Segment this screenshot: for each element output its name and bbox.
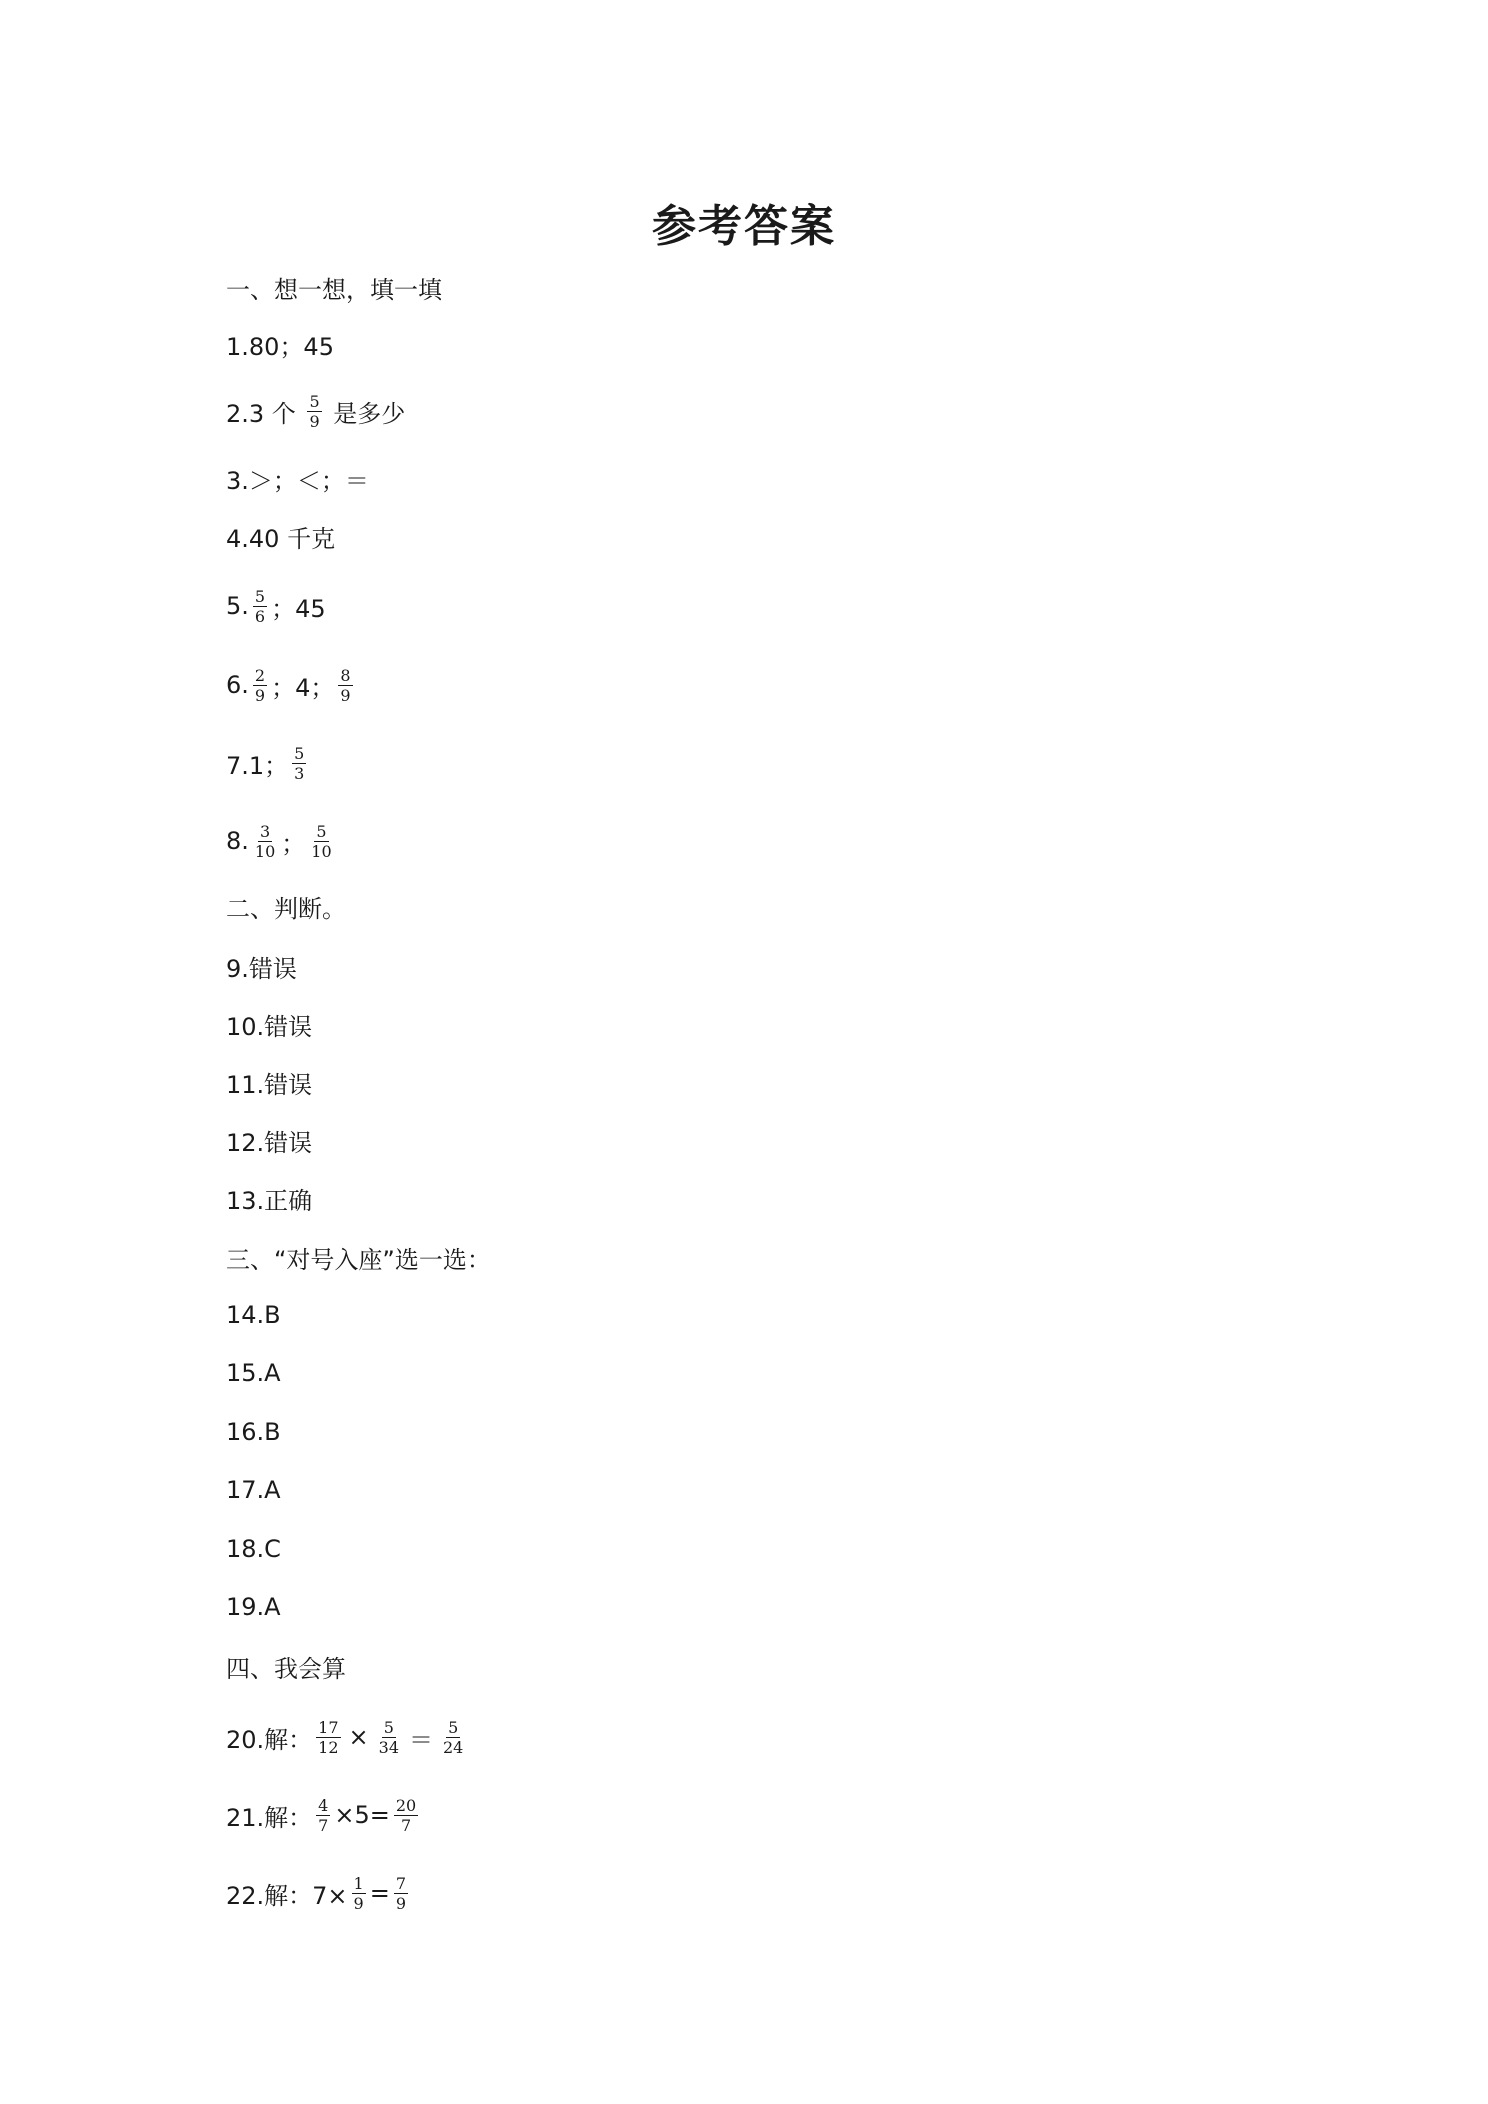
answer-text: 22.解：7× — [226, 1881, 348, 1910]
fraction-denominator: 3 — [294, 763, 305, 783]
fraction-numerator: 5 — [294, 743, 305, 763]
fraction — [394, 1797, 418, 1834]
fraction — [316, 1719, 340, 1756]
fraction-numerator: 20 — [395, 1795, 417, 1815]
fraction — [441, 1719, 465, 1756]
operator: ＝ — [409, 1725, 433, 1754]
section-heading-text: 二、判断。 — [226, 894, 346, 923]
answer-text: 7.1； — [226, 751, 289, 780]
fraction-denominator: 9 — [309, 411, 320, 431]
answer-line — [226, 1062, 312, 1102]
section-heading-text: 三、“对号入座”选一选： — [226, 1245, 491, 1274]
fraction-numerator: 5 — [383, 1717, 394, 1737]
answer-text: 11.错误 — [226, 1070, 313, 1099]
answer-text: 12.错误 — [226, 1128, 313, 1157]
fraction-denominator: 9 — [254, 685, 266, 705]
answer-text: 8. — [226, 827, 249, 855]
answer-line — [226, 1529, 281, 1569]
fraction — [377, 1719, 401, 1756]
fraction-numerator: 7 — [395, 1873, 407, 1893]
fraction-numerator: 3 — [259, 821, 271, 841]
fraction-numerator: 8 — [340, 665, 351, 685]
answer-line — [226, 665, 357, 705]
answer-text: 10.错误 — [226, 1012, 313, 1041]
answer-text: 15.A — [226, 1359, 281, 1387]
section-heading-text: 四、我会算 — [226, 1654, 346, 1683]
fraction-denominator: 9 — [395, 1893, 407, 1913]
section-heading — [226, 1237, 491, 1277]
fraction-denominator: 9 — [353, 1893, 364, 1913]
fraction — [316, 1797, 330, 1834]
fraction — [394, 1875, 408, 1912]
fraction — [253, 667, 267, 704]
fraction — [352, 1875, 366, 1912]
answer-text: ；45 — [271, 594, 326, 623]
fraction-denominator: 34 — [378, 1737, 399, 1757]
answer-line — [226, 586, 326, 626]
answer-text: = — [369, 1879, 390, 1907]
section-heading — [226, 886, 346, 926]
answer-text: 6. — [226, 671, 249, 699]
fraction — [253, 823, 277, 860]
answer-line — [226, 1587, 281, 1627]
answer-line — [226, 1873, 412, 1913]
answer-text: ； — [281, 829, 306, 858]
answer-line — [226, 1120, 312, 1160]
answer-line — [226, 821, 338, 861]
fraction-numerator: 1 — [353, 1873, 364, 1893]
answer-text: 20.解： — [226, 1725, 313, 1754]
answer-line — [226, 1795, 422, 1835]
answer-line — [226, 1412, 281, 1452]
fraction-denominator: 10 — [254, 841, 276, 861]
fraction-denominator: 9 — [340, 685, 351, 705]
answer-text: 1.80；45 — [226, 332, 334, 361]
answer-text: ；4； — [271, 673, 335, 702]
answer-text: ×5= — [334, 1801, 390, 1829]
answer-text: 19.A — [226, 1593, 281, 1621]
answer-text: 21.解： — [226, 1803, 313, 1832]
answer-text: 18.C — [226, 1535, 281, 1563]
answer-text: 13.正确 — [226, 1186, 313, 1215]
section-heading-text: 一、想一想，填一填 — [226, 275, 442, 304]
fraction-denominator: 12 — [318, 1737, 339, 1757]
fraction-denominator: 6 — [254, 606, 266, 626]
answer-line — [226, 458, 369, 498]
answer-line — [226, 391, 405, 431]
fraction-denominator: 7 — [400, 1815, 412, 1835]
operator: × — [348, 1723, 369, 1751]
fraction — [338, 667, 352, 704]
fraction-numerator: 5 — [448, 1717, 459, 1737]
fraction-numerator: 2 — [254, 665, 266, 685]
fraction-denominator: 7 — [318, 1815, 329, 1835]
answer-line — [226, 1004, 312, 1044]
section-heading — [226, 1646, 346, 1686]
section-heading — [226, 267, 442, 307]
answer-line — [226, 1470, 281, 1510]
fraction-numerator: 5 — [309, 391, 320, 411]
answer-line — [226, 324, 334, 364]
answer-line — [226, 516, 335, 556]
fraction — [309, 823, 333, 860]
answer-text: 3.＞；＜；＝ — [226, 466, 369, 495]
fraction — [307, 393, 321, 430]
answer-line — [226, 1178, 312, 1218]
fraction-numerator: 4 — [318, 1795, 329, 1815]
answer-text: 4.40 千克 — [226, 524, 336, 553]
answer-text: 9.错误 — [226, 954, 297, 983]
fraction-numerator: 17 — [318, 1717, 339, 1737]
answer-text: 17.A — [226, 1476, 281, 1504]
answer-line — [226, 1295, 281, 1335]
answer-text: 14.B — [226, 1301, 281, 1329]
fraction — [292, 745, 306, 782]
page-title: 参考答案 — [652, 201, 836, 252]
answer-line — [226, 1353, 281, 1393]
answer-text: 16.B — [226, 1418, 281, 1446]
fraction-numerator: 5 — [254, 586, 266, 606]
answer-line — [226, 946, 297, 986]
fraction-denominator: 24 — [443, 1737, 464, 1757]
answer-line — [226, 1717, 469, 1757]
answer-line — [226, 743, 310, 783]
fraction — [253, 588, 267, 625]
answer-text: 是多少 — [325, 399, 406, 428]
answer-text: 5. — [226, 592, 249, 620]
fraction-denominator: 10 — [311, 841, 332, 861]
answer-text: 2.3 个 — [226, 399, 304, 428]
fraction-numerator: 5 — [316, 821, 327, 841]
